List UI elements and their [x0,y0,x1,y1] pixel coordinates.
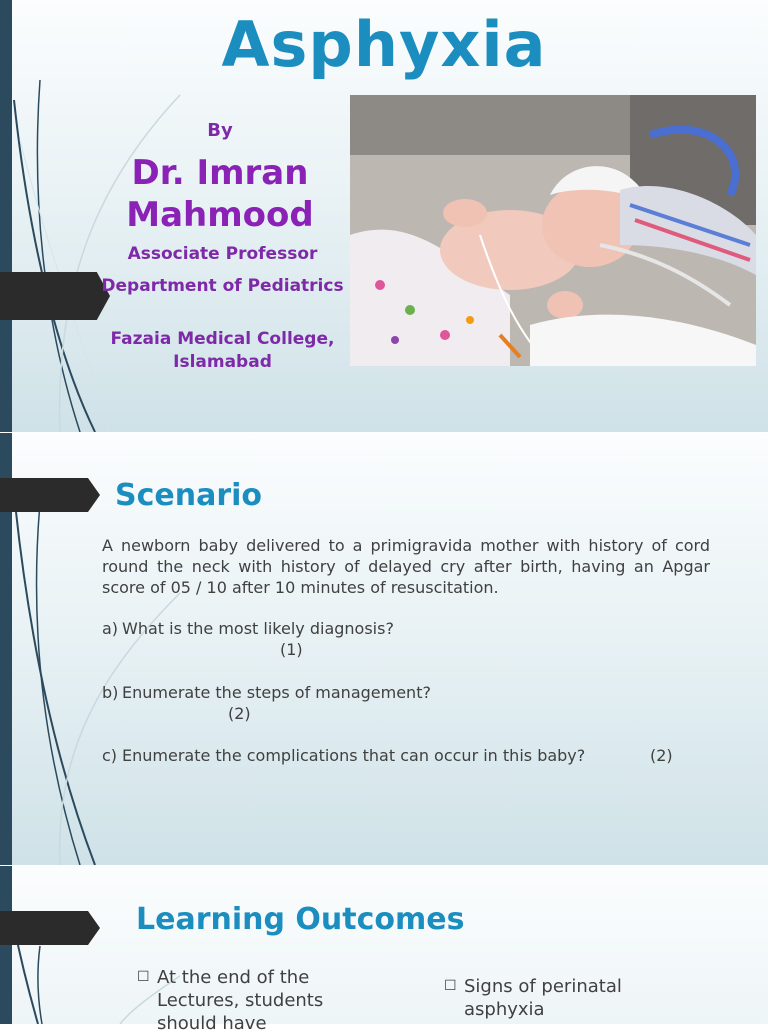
author-department: Department of Pediatrics [101,276,344,296]
question-text: Enumerate the steps of management? [122,683,431,702]
title-slide [0,0,768,432]
question-c [102,746,585,765]
author-institution: Fazaia Medical College, Islamabad [110,329,335,372]
scenario-paragraph: A newborn baby delivered to a primigravida mother with history of cord round the neck with history of delayed cry after birth, having an Apgar score of 05 / 10 after 10 minutes of resuscitation. [102,536,710,597]
question-b [102,683,431,702]
question-text: What is the most likely diagnosis? [122,619,394,638]
question-a [102,619,394,638]
slide-arrow-marker [0,478,100,512]
question-label: a) [102,619,119,638]
by-label: By [207,120,233,141]
section-title-scenario: Scenario [115,478,263,513]
newborn-photo [350,95,756,366]
bullet-item [137,966,357,1035]
question-text: Enumerate the complications that can occur in this baby? [122,746,586,765]
section-title-learning-outcomes: Learning Outcomes [136,902,465,937]
question-a-mark: (1) [280,640,303,659]
author-position: Associate Professor [127,244,318,264]
question-c-mark: (2) [650,746,673,765]
bullet-box-icon: ☐ [444,978,457,994]
slide-arrow-marker [0,911,100,945]
author-name: Dr. Imran Mahmood [126,153,314,235]
bullet-text: Signs of perinatal asphyxia [464,976,622,1020]
question-label: b) [102,683,119,702]
bullet-item [444,975,684,1021]
page-title: Asphyxia [221,8,547,81]
bullet-text: At the end of the Lectures, students should have [157,967,324,1034]
bullet-box-icon: ☐ [137,969,150,985]
question-b-mark: (2) [228,704,251,723]
question-label: c) [102,746,118,765]
